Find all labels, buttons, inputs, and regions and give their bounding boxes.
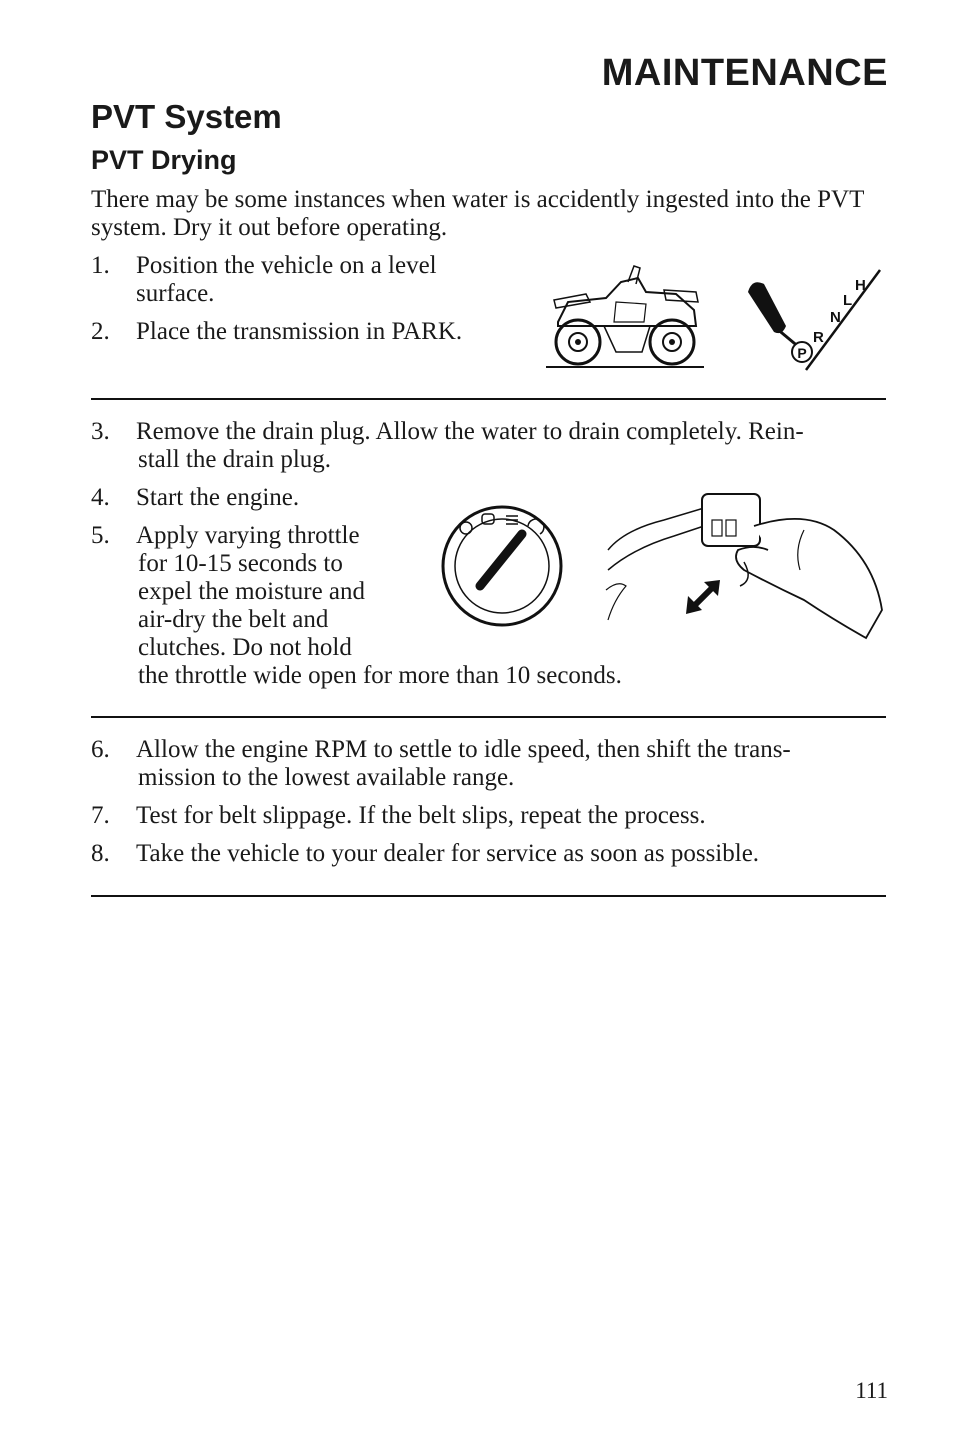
subsection-title: PVT Drying xyxy=(91,145,237,175)
step-line: Take the vehicle to your dealer for service as soon as possible. xyxy=(136,840,760,867)
atv-level-surface-illustration xyxy=(546,262,706,370)
step-line: Position the vehicle on a level xyxy=(136,252,437,279)
throttle-lever-hand-illustration xyxy=(604,490,886,642)
step-line: surface. xyxy=(136,280,215,307)
step-1 xyxy=(91,252,437,308)
step-line: clutches. Do not hold xyxy=(138,634,352,661)
step-line: stall the drain plug. xyxy=(138,446,332,473)
section-divider xyxy=(91,716,886,718)
gear-label-l: L xyxy=(843,292,853,309)
step-line: Test for belt slippage. If the belt slips, repeat the process. xyxy=(136,802,706,829)
step-number: 4. xyxy=(91,484,110,511)
step-number: 3. xyxy=(91,418,110,445)
gear-label-p: P xyxy=(797,345,807,361)
gear-shifter-park-illustration xyxy=(742,266,888,372)
step-number: 1. xyxy=(91,252,110,279)
step-line: Place the transmission in PARK. xyxy=(136,318,463,345)
step-number: 7. xyxy=(91,802,110,829)
step-line: Apply varying throttle xyxy=(136,522,360,549)
step-line: for 10-15 seconds to xyxy=(138,550,343,577)
gear-label-h: H xyxy=(855,277,866,294)
step-2 xyxy=(91,318,462,346)
section-title: PVT System xyxy=(91,98,282,135)
step-number: 6. xyxy=(91,736,110,763)
step-4 xyxy=(91,484,299,512)
section-divider xyxy=(91,398,886,400)
step-3 xyxy=(91,418,804,474)
ignition-switch-illustration xyxy=(440,504,564,628)
step-line: the throttle wide open for more than 10 seconds. xyxy=(138,662,622,689)
step-number: 2. xyxy=(91,318,110,345)
gear-label-r: R xyxy=(813,329,824,346)
step-line: mission to the lowest available range. xyxy=(138,764,515,791)
step-line: Remove the drain plug. Allow the water to drain completely. Rein- xyxy=(136,418,804,445)
step-6 xyxy=(91,736,791,792)
step-line: Allow the engine RPM to settle to idle speed, then shift the trans- xyxy=(136,736,791,763)
step-line: Start the engine. xyxy=(136,484,300,511)
intro-paragraph: There may be some instances when water is accidently ingested into the PVT system. Dry it out before operating. xyxy=(91,186,864,241)
step-number: 8. xyxy=(91,840,110,867)
step-number: 5. xyxy=(91,522,110,549)
section-divider xyxy=(91,895,886,897)
gear-label-n: N xyxy=(830,309,841,326)
step-line: expel the moisture and xyxy=(138,578,366,605)
page-number: 111 xyxy=(855,1378,888,1403)
step-7 xyxy=(91,802,706,830)
step-8 xyxy=(91,840,759,868)
step-line: air-dry the belt and xyxy=(138,606,329,633)
chapter-title: MAINTENANCE xyxy=(601,52,888,94)
